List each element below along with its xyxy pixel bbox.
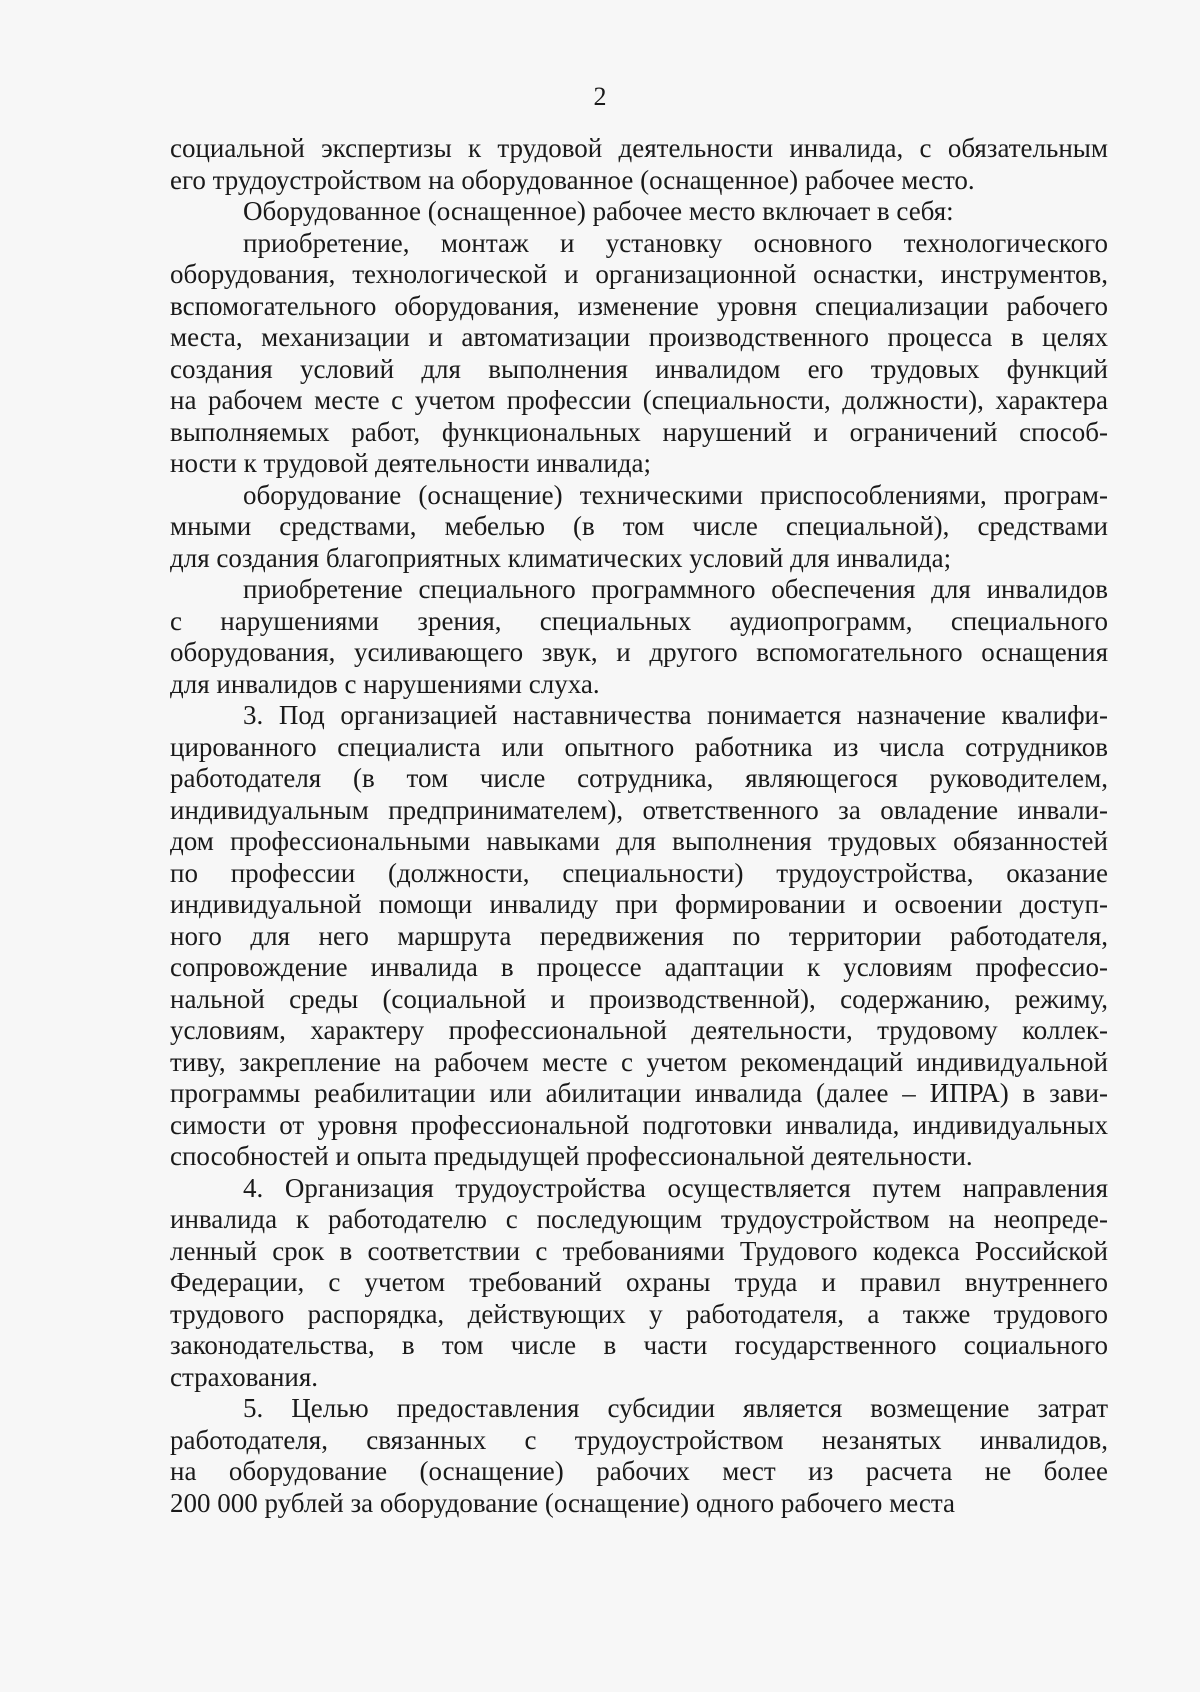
text-line: трудового распорядка, действующих у работодателя, а также трудового <box>170 1298 1108 1329</box>
text-line: места, механизации и автоматизации производственного процесса в целях <box>170 322 1108 352</box>
text-line: условиям, характеру профессиональной деятельности, трудовому коллек- <box>170 1015 1108 1045</box>
text-line: индивидуальной помощи инвалиду при формировании и освоении доступ- <box>170 889 1108 919</box>
text-line: работодателя (в том числе сотрудника, являющегося руководителем, <box>170 763 1108 793</box>
text-line: на рабочем месте с учетом профессии (специальности, должности), характера <box>170 385 1108 415</box>
text-line: Федерации, с учетом требований охраны труда и правил внутреннего <box>170 1267 1108 1297</box>
text-line: нальной среды (социальной и производственной), содержанию, режиму, <box>170 983 1108 1014</box>
text-line: законодательства, в том числе в части государственного социального <box>170 1330 1108 1360</box>
paragraph-p5 <box>170 700 1108 1173</box>
text-line: его трудоустройством на оборудованное (оснащенное) рабочее место. <box>170 164 975 195</box>
text-line: тиву, закрепление на рабочем месте с учетом рекомендаций индивидуальной <box>170 1046 1108 1077</box>
text-line: дом профессиональными навыками для выполнения трудовых обязанностей <box>170 826 1108 856</box>
paragraph-p4 <box>170 574 1108 700</box>
text-line: с нарушениями зрения, специальных аудиопрограмм, специального <box>170 605 1108 636</box>
text-line: Оборудованное (оснащенное) рабочее место включает в себя: <box>243 196 954 226</box>
text-line: создания условий для выполнения инвалидом его трудовых функций <box>170 353 1108 384</box>
text-line: ного для него маршрута передвижения по территории работодателя, <box>170 920 1108 951</box>
text-line: 200 000 рублей за оборудование (оснащение) одного рабочего места <box>170 1487 955 1518</box>
text-line: приобретение, монтаж и установку основного технологического <box>243 227 1108 258</box>
text-line: социальной экспертизы к трудовой деятельности инвалида, с обязательным <box>170 133 1108 163</box>
text-line: вспомогательного оборудования, изменение уровня специализации рабочего <box>170 290 1108 321</box>
text-line: инвалида к работодателю с последующим трудоустройством на неопреде- <box>170 1204 1108 1234</box>
text-line: индивидуальным предпринимателем), ответственного за овладение инвали- <box>170 794 1108 825</box>
paragraph-p7 <box>170 1393 1108 1519</box>
paragraph-p6 <box>170 1173 1108 1394</box>
text-line: для создания благоприятных климатических условий для инвалида; <box>170 542 952 573</box>
text-line: ленный срок в соответствии с требованиями Трудового кодекса Российской <box>170 1235 1108 1266</box>
text-line: выполняемых работ, функциональных нарушений и ограничений способ- <box>170 416 1108 447</box>
text-line: 5. Целью предоставления субсидии является возмещение затрат <box>243 1393 1108 1423</box>
text-line: оборудования, технологической и организационной оснастки, инструментов, <box>170 259 1108 289</box>
text-line: цированного специалиста или опытного работника из числа сотрудников <box>170 731 1108 762</box>
paragraph-p3 <box>170 480 1108 575</box>
document-body <box>170 133 1108 1519</box>
text-line: страхования. <box>170 1361 319 1392</box>
page-number: 2 <box>593 82 607 111</box>
text-line: 4. Организация трудоустройства осуществляется путем направления <box>243 1172 1108 1203</box>
text-line: приобретение специального программного обеспечения для инвалидов <box>243 574 1108 604</box>
paragraph-p0 <box>170 133 1108 196</box>
paragraph-p2 <box>170 228 1108 480</box>
text-line: программы реабилитации или абилитации инвалида (далее – ИПРА) в зави- <box>170 1078 1108 1108</box>
text-line: для инвалидов с нарушениями слуха. <box>170 668 600 699</box>
text-line: способностей и опыта предыдущей профессиональной деятельности. <box>170 1141 973 1171</box>
text-line: симости от уровня профессиональной подготовки инвалида, индивидуальных <box>170 1109 1108 1140</box>
text-line: ности к трудовой деятельности инвалида; <box>170 448 652 478</box>
text-line: оборудования, усиливающего звук, и другого вспомогательного оснащения <box>170 637 1108 667</box>
text-line: на оборудование (оснащение) рабочих мест из расчета не более <box>170 1456 1108 1486</box>
paragraph-p1 <box>170 196 1108 228</box>
text-line: работодателя, связанных с трудоустройством незанятых инвалидов, <box>170 1424 1108 1455</box>
text-line: по профессии (должности, специальности) трудоустройства, оказание <box>170 857 1108 888</box>
text-line: мными средствами, мебелью (в том числе специальной), средствами <box>170 511 1108 541</box>
text-line: сопровождение инвалида в процессе адаптации к условиям профессио- <box>170 952 1108 982</box>
text-line: оборудование (оснащение) техническими приспособлениями, програм- <box>243 479 1108 510</box>
text-line: 3. Под организацией наставничества понимается назначение квалифи- <box>243 700 1108 730</box>
